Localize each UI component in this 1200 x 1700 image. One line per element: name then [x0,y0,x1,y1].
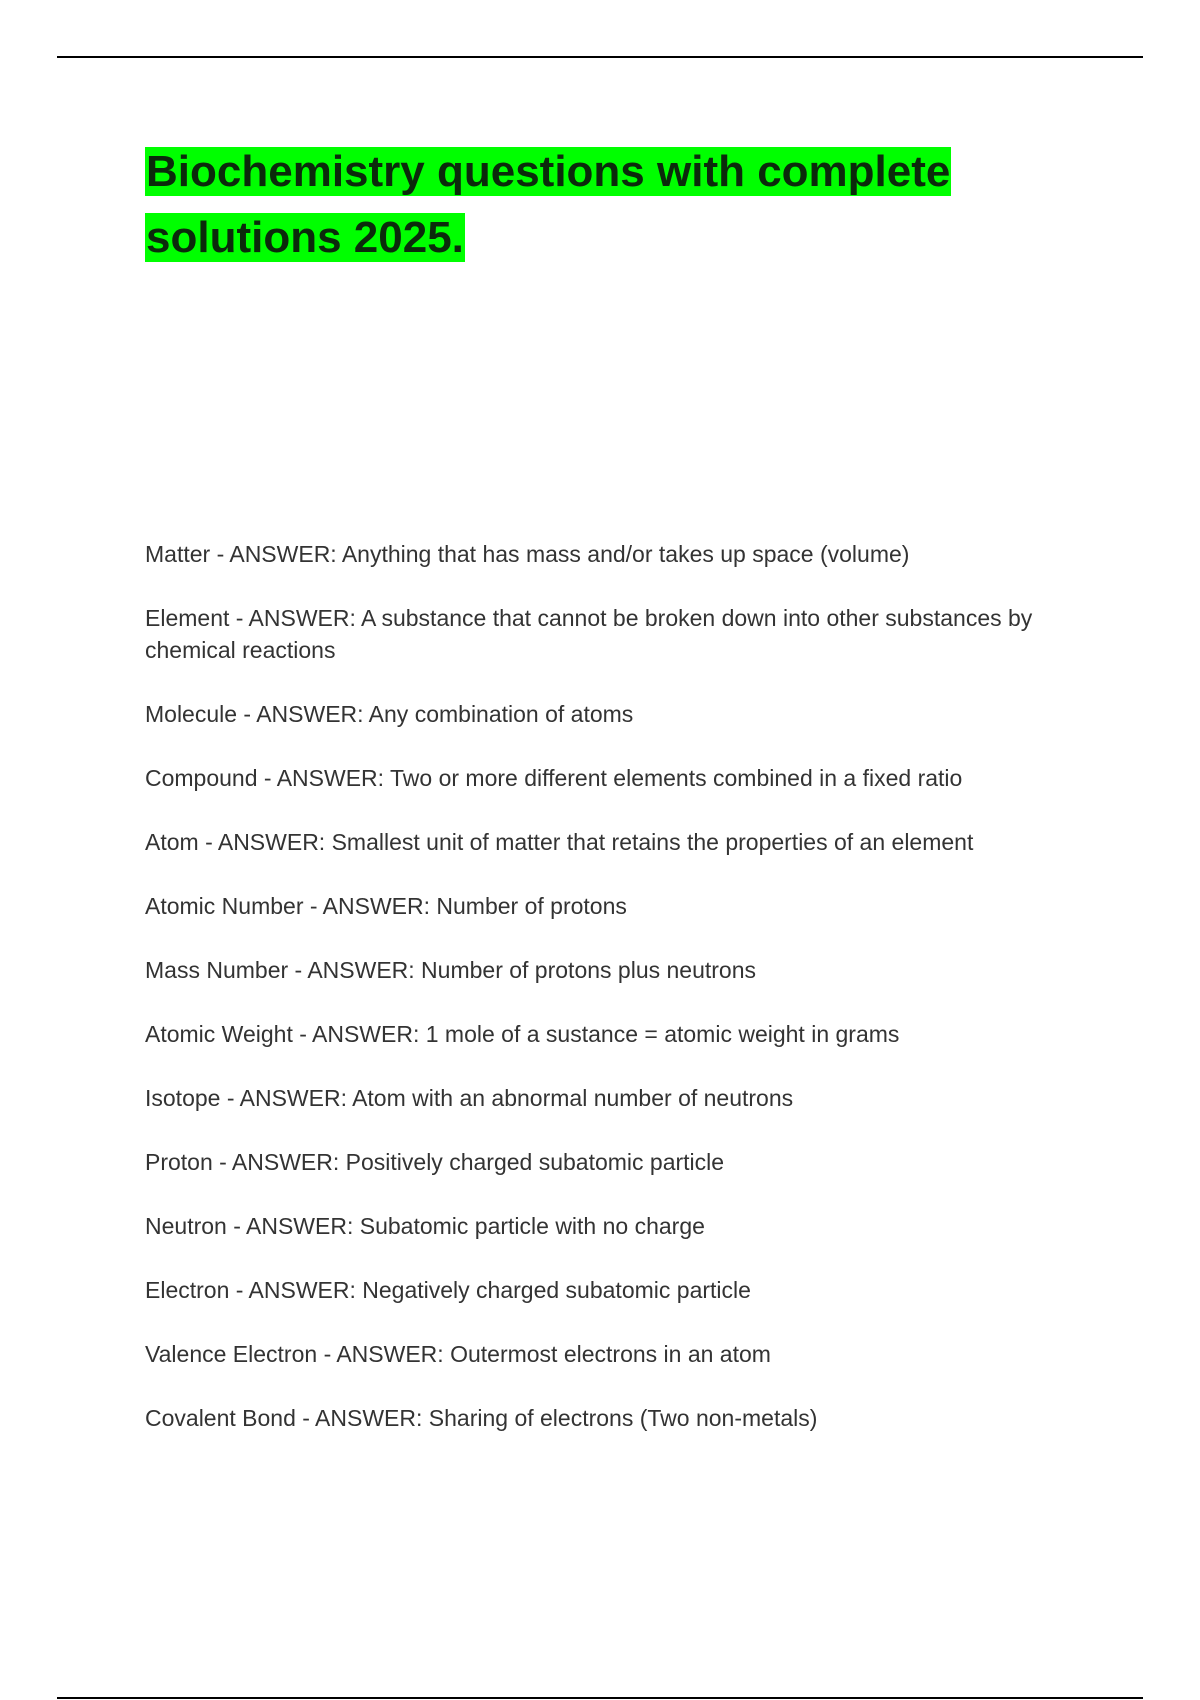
qa-item-proton: Proton - ANSWER: Positively charged subatomic particle [145,1149,725,1175]
qa-item-element: Element - ANSWER: A substance that cannot be broken down into other substances by chemical reactions [145,605,1033,663]
qa-item-atomic-number: Atomic Number - ANSWER: Number of protons [145,893,627,919]
document-title-highlight: Biochemistry questions with complete solutions 2025. [146,147,951,262]
qa-item-atom: Atom - ANSWER: Smallest unit of matter that retains the properties of an element [145,829,974,855]
qa-item-compound: Compound - ANSWER: Two or more different elements combined in a fixed ratio [145,765,963,791]
qa-item-neutron: Neutron - ANSWER: Subatomic particle with no charge [145,1213,705,1239]
qa-list [145,538,1095,1434]
qa-item-mass-number: Mass Number - ANSWER: Number of protons plus neutrons [145,957,757,983]
qa-item-atomic-weight: Atomic Weight - ANSWER: 1 mole of a sustance = atomic weight in grams [145,1021,900,1047]
header-rule [57,56,1143,58]
qa-item-matter: Matter - ANSWER: Anything that has mass and/or takes up space (volume) [145,541,910,567]
qa-item-electron: Electron - ANSWER: Negatively charged subatomic particle [145,1277,751,1303]
document-title [145,139,1065,271]
qa-item-valence-electron: Valence Electron - ANSWER: Outermost electrons in an atom [145,1341,771,1367]
qa-item-covalent-bond: Covalent Bond - ANSWER: Sharing of electrons (Two non-metals) [145,1405,818,1431]
qa-item-molecule: Molecule - ANSWER: Any combination of atoms [145,701,634,727]
qa-item-isotope: Isotope - ANSWER: Atom with an abnormal number of neutrons [145,1085,794,1111]
footer-rule [57,1697,1143,1699]
